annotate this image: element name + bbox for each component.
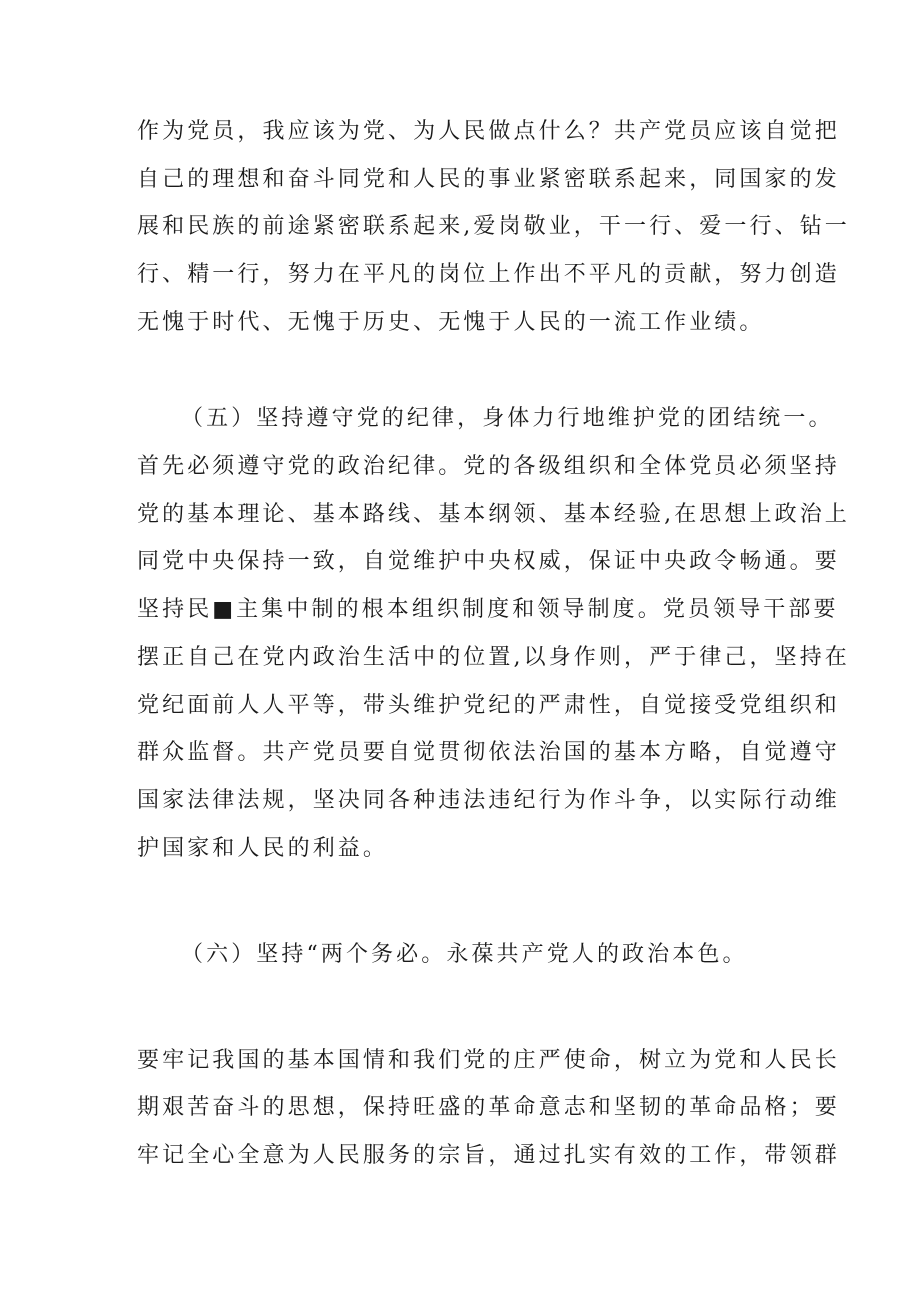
- paragraph-line: 护国家和人民的利益。: [137, 836, 389, 861]
- paragraph-line: 同党中央保持一致，自觉维护中央权威，保证中央政令畅通。要: [137, 549, 840, 574]
- section-heading-5: （五）坚持遵守党的纪律，身体力行地维护党的团结统一。: [181, 406, 834, 431]
- paragraph-line: 群众监督。共产党员要自觉贯彻依法治国的基本方略，自觉遵守: [137, 740, 840, 765]
- paragraph-line: 作为党员，我应该为党、为人民做点什么？共产党员应该自觉把: [137, 119, 840, 144]
- paragraph-line: 首先必须遵守党的政治纪律。党的各级组织和全体党员必须坚持: [137, 454, 840, 479]
- paragraph-line: 党纪面前人人平等，带头维护党纪的严肃性，自觉接受党组织和: [137, 693, 840, 718]
- paragraph-line: 牢记全心全意为人民服务的宗旨，通过扎实有效的工作，带领群: [137, 1143, 840, 1168]
- paragraph-line: 要牢记我国的基本国情和我们党的庄严使命，树立为党和人民长: [137, 1048, 840, 1073]
- paragraph-line: 展和民族的前途紧密联系起来,爱岗敬业，干一行、爱一行、钻一: [137, 214, 850, 239]
- paragraph-line: 行、精一行，努力在平凡的岗位上作出不平凡的贡献，努力创造: [137, 262, 840, 287]
- paragraph-line: 无愧于时代、无愧于历史、无愧于人民的一流工作业绩。: [137, 310, 765, 335]
- paragraph-line: 期艰苦奋斗的思想，保持旺盛的革命意志和坚韧的革命品格；要: [137, 1095, 840, 1120]
- paragraph-line: 党的基本理论、基本路线、基本纲领、基本经验,在思想上政治上: [137, 502, 850, 527]
- paragraph-line: 自己的理想和奋斗同党和人民的事业紧密联系起来，同国家的发: [137, 167, 840, 192]
- paragraph-line: 摆正自己在党内政治生活中的位置,以身作则，严于律己，坚持在: [137, 645, 850, 670]
- paragraph-line: 国家法律法规，坚决同各种违法违纪行为作斗争，以实际行动维: [137, 788, 840, 813]
- paragraph-line: 坚持民■主集中制的根本组织制度和领导制度。党员领导干部要: [137, 597, 839, 622]
- section-heading-6: （六）坚持“两个务必。永葆共产党人的政治本色。: [181, 942, 748, 967]
